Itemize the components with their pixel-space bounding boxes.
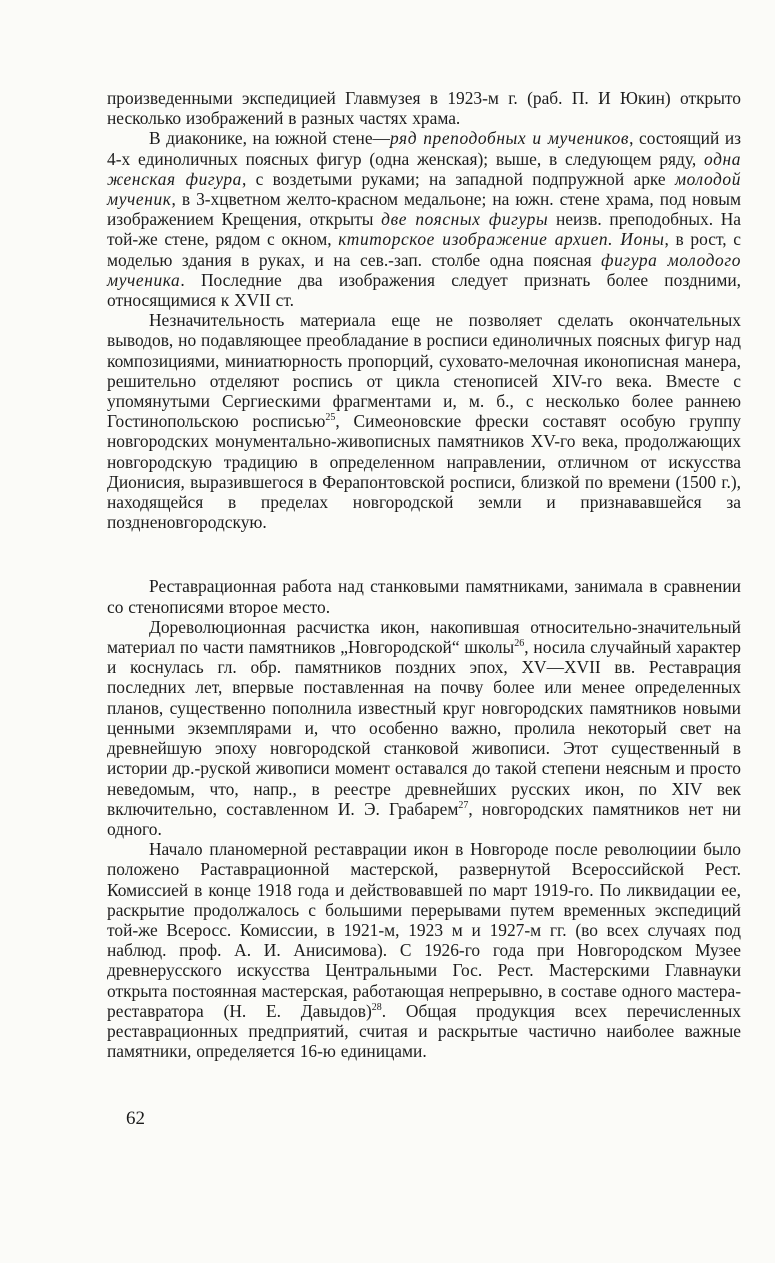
footnote-ref: 28 — [371, 1001, 382, 1013]
emphasized-text: одна женская фигура — [107, 148, 741, 189]
text-segment: Дореволюционная расчистка икон, накопившая относительно-значительный материал по части памятников „Новгородской“ школы — [107, 616, 741, 658]
section-gap — [107, 532, 741, 576]
footnote-ref: 25 — [325, 412, 336, 424]
footnote-ref: 27 — [458, 799, 469, 811]
text-segment: , с воздетыми руками; на западной подпружной арке — [241, 168, 675, 189]
text-segment: , новгородских памятников нет ни одного. — [107, 798, 741, 839]
emphasized-text: ряд преподобных и мучеников — [389, 128, 630, 149]
paragraph — [107, 88, 741, 128]
emphasized-text: две поясных фигуры — [381, 209, 549, 230]
text-segment: неизв. преподобных. На той-же стене, рядом с окном, — [107, 209, 742, 250]
emphasized-text: молодой мученик — [107, 168, 741, 210]
text-segment: , состоящий из 4-х единоличных поясных фигур (одна женская); выше, в следующем ряду, — [107, 128, 741, 169]
text-segment: . Последние два изображения следует признать более поздними, относящимися к XVII ст. — [107, 269, 741, 311]
emphasized-text: фигура молодого мученика — [107, 249, 742, 290]
text-segment: Реставрационная работа над станковыми памятниками, занимала в сравнении со стенописями второе место. — [107, 576, 741, 617]
text-segment: , в рост, с моделью здания в руках, и на сев.-зап. столбе одна поясная — [107, 229, 741, 270]
page-number: 62 — [126, 1108, 145, 1129]
text-segment: Незначительность материала еще не позволяет сделать окончательных выводов, но подавляющее преобладание в росписи единоличных поясных фигур над композициями, миниатюрность пропорций, суховато-мелочная иконописная манера, решительно отделяют роспись от цикла стенописей XIV-го века. Вместе с упомянутыми Сергиескими фрагментами и, м. б., с несколько более раннею Гостинопольскою росписью — [107, 310, 741, 432]
text-segment: Начало планомерной реставрации икон в Новгороде после революциии было положено Раставрационной мастерской, развернутой Всероссийской Рест. Комиссией в конце 1918 года и действовавшей по март 1919-го. По ликвидации ее, раскрытие продолжалось с большими перерывами путем временных экспедиций той-же Всеросс. Комиссии, в 1921-м, 1923 м и 1927-м гг. (во всех случаях под наблюд. проф. А. И. Анисимова). С 1926-го года при Новгородском Музее древнерусского искусства Центральными Гос. Рест. Мастерскими Главнауки открыта постоянная мастерская, работающая непрерывно, в составе одного мастера-реставратора (Н. Е. Давыдов) — [107, 839, 741, 1021]
section-icon-restoration — [107, 576, 741, 1061]
text-segment: , носила случайный характер и коснулась гл. обр. памятников поздних эпох, XV—XVII вв. Реставрация последних лет, впервые поставленная на почву более или менее определенных планов, существенно пополнила известный круг новгородских памятников новыми ценными экземплярами и, что особенно важно, пролила некоторый свет на древнейшую эпоху новгородской станковой живописи. Этот существенный в истории др.-руской живописи момент оставался до такой степени неясным и просто неведомым, что, напр., в реестре древнейших русских икон, по XIV век включительно, составленном И. Э. Грабарем — [107, 637, 741, 819]
paragraph — [107, 310, 741, 532]
page-body — [107, 88, 741, 1061]
text-segment: . Общая продукция всех перечисленных реставрационных предприятий, считая и раскрытые частично наиболее важные памятники, определяется 16-ю единицами. — [107, 1000, 741, 1062]
paragraph — [107, 128, 741, 310]
text-segment: , в 3-хцветном желто-красном медальоне; на южн. стене храма, под новым изображением Крещения, открыты — [107, 189, 741, 230]
emphasized-text: ктиторское изображение архиеп. Ионы — [338, 229, 665, 250]
section-wall-paintings — [107, 88, 741, 532]
footnote-ref: 26 — [514, 638, 525, 650]
paragraph — [107, 617, 741, 839]
paragraph — [107, 839, 741, 1061]
text-segment: В диаконике, на южной стене— — [149, 128, 390, 149]
text-segment: произведенными экспедицией Главмузея в 1923-м г. (раб. П. И Юкин) открыто несколько изображений в разных частях храма. — [107, 88, 741, 129]
text-segment: , Симеоновские фрески составят особую группу новгородских монументально-живописных памятников XV-го века, продолжающих новгородскую традицию в определенном направлении, отличном от искусства Дионисия, выразившегося в Ферапонтовской росписи, близкой по времени (1500 г.), находящейся в пределах новгородской земли и признававшейся за поздненовгородскую. — [107, 411, 741, 533]
paragraph — [107, 576, 741, 616]
